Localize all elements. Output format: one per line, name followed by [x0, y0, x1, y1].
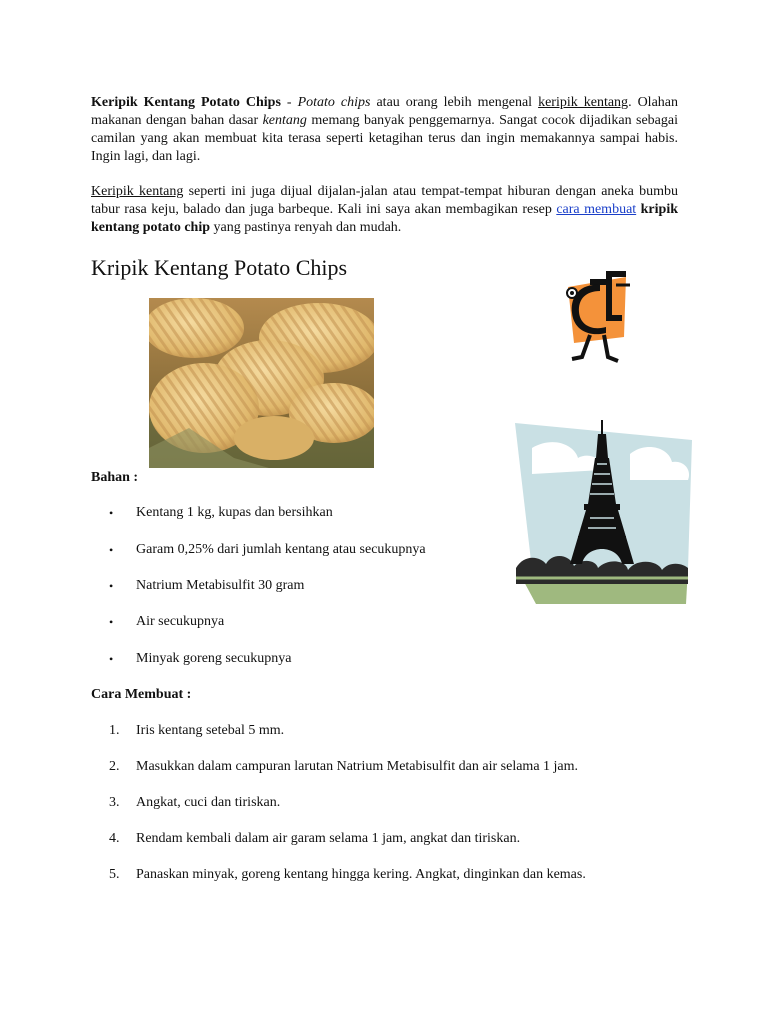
- intro-paragraph-1: [91, 94, 678, 166]
- bold-run: kripik kentang potato chip: [91, 202, 678, 235]
- text-run: memang banyak penggemarnya. Sangat cocok dijadikan sebagai camilan yang akan membuat kita terasa seperti ketagihan terus dan ingin memakannya sampai habis. Ingin lagi, dan lagi.: [91, 113, 678, 164]
- bullet-marker: •: [109, 615, 114, 629]
- step-number: 5.: [109, 867, 120, 882]
- ingredient-text: Garam 0,25% dari jumlah kentang atau secukupnya: [136, 542, 426, 557]
- ingredient-text: Kentang 1 kg, kupas dan bersihkan: [136, 505, 333, 520]
- step-number: 3.: [109, 795, 120, 810]
- step-number: 2.: [109, 759, 120, 774]
- cara-membuat-label: Cara Membuat :: [91, 687, 192, 702]
- ingredient-text: Natrium Metabisulfit 30 gram: [136, 578, 305, 593]
- step-text: Masukkan dalam campuran larutan Natrium Metabisulfit dan air selama 1 jam.: [136, 759, 579, 774]
- underlined-run: Keripik kentang: [91, 184, 184, 199]
- bullet-marker: •: [109, 652, 114, 666]
- text-run: atau orang lebih mengenal: [370, 95, 539, 110]
- eiffel-tower-clipart: [512, 418, 692, 606]
- italic-run: kentang: [262, 113, 307, 128]
- step-text: Iris kentang setebal 5 mm.: [136, 723, 285, 738]
- potato-chips-photo: [149, 298, 374, 468]
- text-run: -: [280, 95, 298, 110]
- step-number: 4.: [109, 831, 120, 846]
- page-title: Kripik Kentang Potato Chips: [91, 255, 348, 280]
- intro-paragraph-2: [91, 183, 678, 237]
- step-text: Panaskan minyak, goreng kentang hingga kering. Angkat, dinginkan dan kemas.: [136, 867, 586, 882]
- cara-membuat-link[interactable]: cara membuat: [556, 202, 637, 217]
- italic-run: Potato chips: [297, 95, 371, 110]
- bullet-marker: •: [109, 506, 114, 520]
- text-run: yang pastinya renyah dan mudah.: [210, 220, 402, 235]
- clamp-clipart: [560, 265, 635, 370]
- step-number: 1.: [109, 723, 120, 738]
- ingredient-text: Air secukupnya: [136, 614, 225, 629]
- bullet-marker: •: [109, 543, 114, 557]
- step-text: Angkat, cuci dan tiriskan.: [136, 795, 281, 810]
- step-text: Rendam kembali dalam air garam selama 1 jam, angkat dan tiriskan.: [136, 831, 521, 846]
- text-run: . Olahan makanan dengan bahan dasar: [91, 95, 678, 128]
- text-run: seperti ini juga dijual dijalan-jalan atau tempat-tempat hiburan dengan aneka bumbu tabur rasa keju, balado dan juga barbeque. Kali ini saya akan membagikan resep: [91, 184, 678, 217]
- intro-bold-title: Keripik Kentang Potato Chips: [91, 95, 281, 110]
- bahan-label: Bahan :: [91, 470, 139, 485]
- ingredient-text: Minyak goreng secukupnya: [136, 651, 292, 666]
- underlined-run: keripik kentang: [538, 95, 629, 110]
- bullet-marker: •: [109, 579, 114, 593]
